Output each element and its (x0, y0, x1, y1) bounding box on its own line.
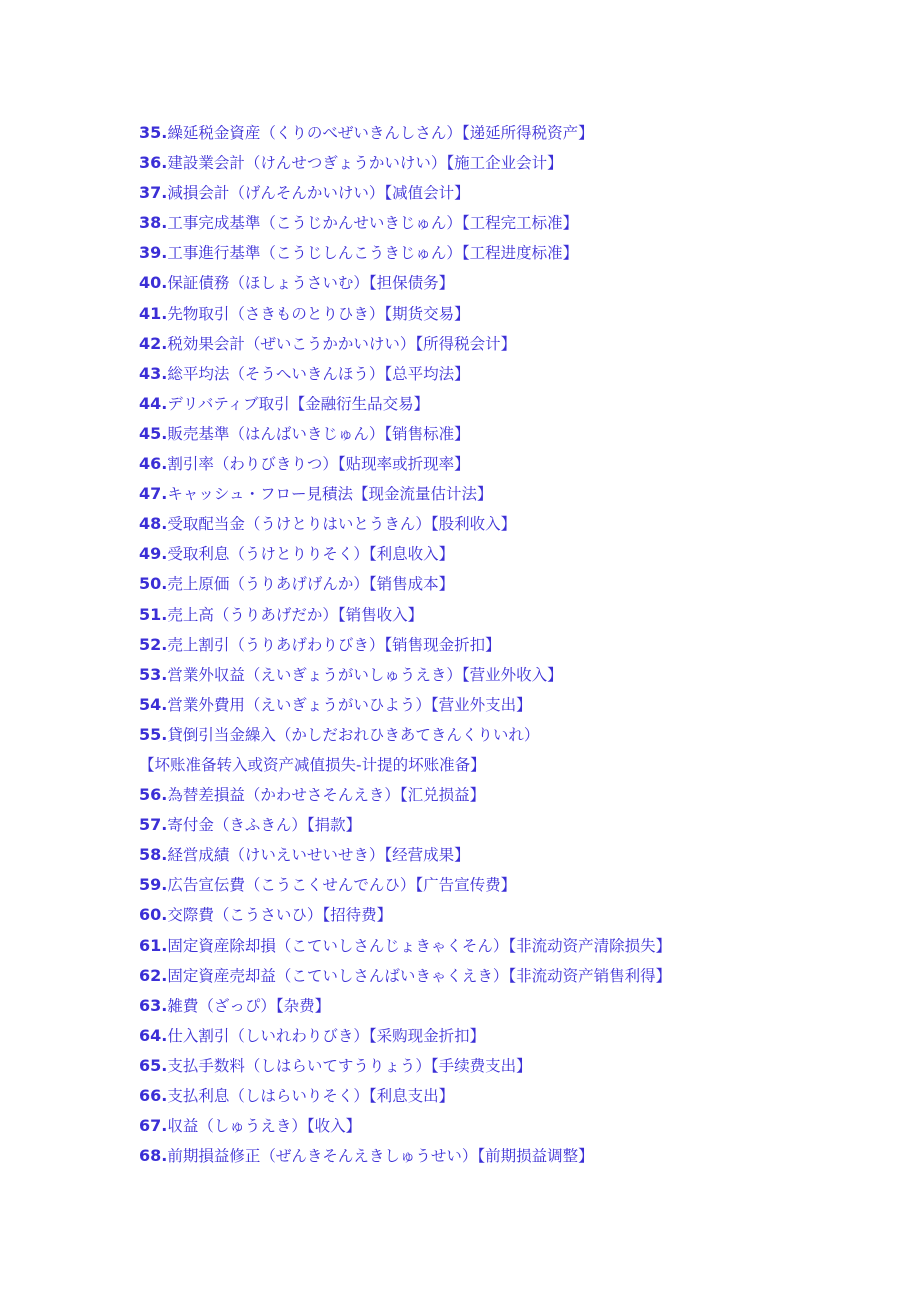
glossary-entry (139, 810, 899, 840)
entry-number: 66. (139, 1086, 168, 1105)
entry-text: 総平均法（そうへいきんほう）【总平均法】 (167, 364, 470, 383)
entry-number: 38. (139, 213, 168, 233)
entry-text: 売上原価（うりあげげんか）【销售成本】 (167, 575, 455, 594)
glossary-entry (139, 931, 899, 961)
glossary-entry (139, 479, 899, 509)
entry-number: 45. (139, 423, 168, 443)
entry-text: 固定資産売却益（こていしさんばいきゃくえき）【非流动资产销售利得】 (167, 966, 672, 985)
entry-number: 64. (139, 1025, 168, 1045)
entry-number: 42. (139, 333, 168, 353)
entry-number: 36. (139, 153, 168, 173)
entry-number: 51. (139, 604, 168, 624)
glossary-entry (139, 299, 899, 329)
entry-text: 工事完成基準（こうじかんせいきじゅん）【工程完工标准】 (167, 214, 579, 233)
entry-text: 交際費（こうさいひ）【招待费】 (167, 906, 393, 925)
entry-number: 57. (139, 815, 168, 835)
glossary-entry (139, 449, 899, 479)
entry-number: 52. (139, 634, 168, 654)
glossary-entry (139, 630, 899, 660)
entry-number: 67. (139, 1116, 168, 1136)
entry-number: 55. (139, 724, 168, 744)
glossary-entry (139, 268, 899, 298)
entry-text: 固定資産除却損（こていしさんじょきゃくそん）【非流动资产清除损失】 (167, 936, 672, 955)
entry-number: 50. (139, 574, 168, 594)
entry-number: 61. (139, 935, 168, 955)
entry-text: 仕入割引（しいれわりびき）【采购现金折扣】 (167, 1026, 486, 1045)
entry-text: 前期損益修正（ぜんきそんえきしゅうせい）【前期损益调整】 (167, 1147, 594, 1166)
glossary-entry-continuation (139, 750, 899, 780)
entry-number: 44. (139, 393, 168, 413)
entry-number: 68. (139, 1146, 168, 1166)
glossary-entry (139, 208, 899, 238)
entry-text: 繰延税金資産（くりのべぜいきんしさん）【递延所得税资产】 (167, 124, 594, 142)
entry-text: 減損会計（げんそんかいけい）【减值会计】 (167, 184, 470, 203)
glossary-entry (139, 329, 899, 359)
entry-number: 48. (139, 514, 168, 534)
entry-number: 49. (139, 544, 168, 564)
glossary-entry (139, 419, 899, 449)
glossary-entry (139, 509, 899, 539)
entry-number: 37. (139, 183, 168, 203)
entry-text: 広告宣伝費（こうこくせんでんひ）【广告宣传费】 (167, 876, 517, 895)
entry-number: 56. (139, 785, 168, 805)
entry-number: 58. (139, 845, 168, 865)
entry-text: 建設業会計（けんせつぎょうかいけい）【施工企业会计】 (167, 154, 563, 173)
glossary-entry (139, 660, 899, 690)
glossary-entry (139, 238, 899, 268)
entry-text: 支払利息（しはらいりそく）【利息支出】 (167, 1087, 455, 1105)
entry-text: 支払手数料（しはらいてすうりょう）【手续费支出】 (167, 1056, 532, 1075)
glossary-entry (139, 1081, 899, 1111)
glossary-entry (139, 961, 899, 991)
entry-text: 販売基準（はんばいきじゅん）【销售标准】 (167, 424, 470, 443)
entry-number: 54. (139, 694, 168, 714)
entry-text: 【坏账准备转入或资产减值损失-计提的坏账准备】 (139, 755, 486, 774)
glossary-entry (139, 1111, 899, 1141)
entry-text: 受取利息（うけとりりそく）【利息收入】 (167, 545, 455, 564)
glossary-entry (139, 991, 899, 1021)
glossary-entry (139, 720, 899, 750)
glossary-entry (139, 148, 899, 178)
glossary-entry (139, 389, 899, 419)
entry-number: 47. (139, 484, 168, 504)
glossary-entry (139, 600, 899, 630)
entry-text: デリバティブ取引【金融衍生品交易】 (167, 394, 430, 413)
entry-number: 59. (139, 875, 168, 895)
entry-text: 貸倒引当金繰入（かしだおれひきあてきんくりいれ） (167, 725, 540, 744)
glossary-entry (139, 359, 899, 389)
glossary-entry (139, 900, 899, 930)
glossary-list (139, 118, 899, 1171)
entry-text: 税効果会計（ぜいこうかかいけい）【所得税会计】 (167, 334, 517, 353)
glossary-entry (139, 1021, 899, 1051)
entry-number: 40. (139, 273, 168, 293)
entry-number: 35. (139, 123, 168, 142)
glossary-entry (139, 178, 899, 208)
entry-text: 営業外収益（えいぎょうがいしゅうえき）【营业外收入】 (167, 665, 563, 684)
entry-text: 売上割引（うりあげわりびき）【销售现金折扣】 (167, 635, 501, 654)
entry-number: 62. (139, 965, 168, 985)
entry-text: 先物取引（さきものとりひき）【期货交易】 (167, 304, 470, 323)
entry-text: 営業外費用（えいぎょうがいひよう）【营业外支出】 (167, 695, 532, 714)
glossary-entry (139, 118, 899, 148)
glossary-entry (139, 870, 899, 900)
entry-text: 寄付金（きふきん）【捐款】 (167, 816, 362, 835)
entry-number: 41. (139, 303, 168, 323)
entry-number: 63. (139, 995, 168, 1015)
glossary-entry (139, 569, 899, 599)
entry-text: 雑費（ざっぴ）【杂费】 (167, 996, 331, 1015)
entry-number: 65. (139, 1055, 168, 1075)
entry-number: 46. (139, 454, 168, 474)
glossary-entry (139, 539, 899, 569)
glossary-entry (139, 1051, 899, 1081)
entry-text: 経営成績（けいえいせいせき）【经营成果】 (167, 846, 470, 865)
glossary-entry (139, 840, 899, 870)
glossary-entry (139, 780, 899, 810)
entry-number: 53. (139, 664, 168, 684)
glossary-entry (139, 690, 899, 720)
entry-text: 売上高（うりあげだか）【销售收入】 (167, 605, 424, 624)
entry-text: 割引率（わりびきりつ）【贴现率或折现率】 (167, 455, 470, 474)
entry-text: 収益（しゅうえき）【收入】 (167, 1117, 362, 1136)
entry-text: 工事進行基準（こうじしんこうきじゅん）【工程进度标准】 (167, 244, 579, 263)
entry-text: 保証債務（ほしょうさいむ）【担保债务】 (167, 274, 455, 293)
entry-text: 受取配当金（うけとりはいとうきん）【股利收入】 (167, 515, 517, 534)
entry-number: 43. (139, 363, 168, 383)
entry-text: 為替差損益（かわせさそんえき）【汇兑损益】 (167, 786, 486, 805)
entry-text: キャッシュ・フロー見積法【现金流量估计法】 (167, 485, 493, 504)
glossary-entry (139, 1141, 899, 1171)
entry-number: 60. (139, 905, 168, 925)
entry-number: 39. (139, 243, 168, 263)
